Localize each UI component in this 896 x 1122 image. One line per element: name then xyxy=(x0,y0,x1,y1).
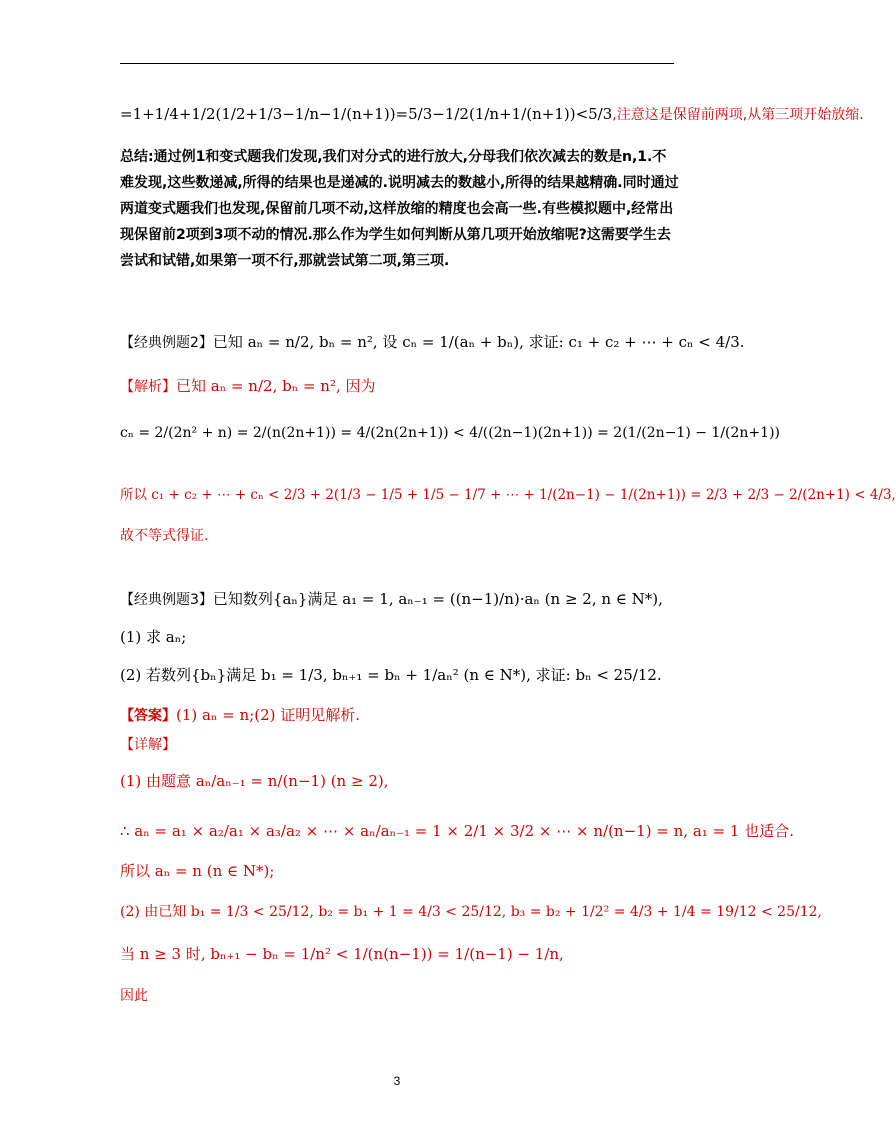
solution-2-tag: 【解析】 xyxy=(120,379,176,395)
header-rule xyxy=(120,63,674,64)
detail-step-6: 因此 xyxy=(120,988,148,1004)
page-number: 3 xyxy=(393,1074,401,1088)
example-3-question-1: (1) 求 aₙ; xyxy=(120,628,187,646)
detail-step-5: 当 n ≥ 3 时, bₙ₊₁ − bₙ = 1/n² < 1/(n(n−1)) = 1/(n−1) − 1/n, xyxy=(120,945,564,963)
example-3-question-2: (2) 若数列{bₙ}满足 b₁ = 1/3, bₙ₊₁ = bₙ + 1/aₙ² (n ∈ N*), 求证: bₙ < 25/12. xyxy=(120,666,662,684)
solution-2-conclusion: 故不等式得证. xyxy=(120,528,209,544)
detail-tag: 【详解】 xyxy=(120,737,176,753)
inequality-expression: =1+1/4+1/2(1/2+1/3−1/n−1/(n+1))=5/3−1/2(1/n+1/(n+1))<5/3 xyxy=(120,105,613,123)
note-red: ,注意这是保留前两项,从第三项开始放缩. xyxy=(612,107,864,123)
detail-step-2: ∴ aₙ = a₁ × a₂/a₁ × a₃/a₂ × ⋯ × aₙ/aₙ₋₁ = 1 × 2/1 × 3/2 × ⋯ × n/(n−1) = n, a₁ = 1 也适合. xyxy=(120,822,794,840)
detail-step-4: (2) 由已知 b₁ = 1/3 < 25/12, b₂ = b₁ + 1 = 4/3 < 25/12, b₃ = b₂ + 1/2² = 4/3 + 1/4 = 19/12 < 25/12, xyxy=(120,904,822,920)
summary-paragraph: 总结:通过例1和变式题我们发现,我们对分式的进行放大,分母我们依次减去的数是n,1.不难发现,这些数递减,所得的结果也是递减的.说明减去的数越小,所得的结果越精确.同时通过两道变式题我们也发现,保留前几项不动,这样放缩的精度也会高一些.有些模拟题中,经常出现保留前2项到3项不动的情况.那么作为学生如何判断从第几项开始放缩呢?这需要学生去尝试和试错,如果第一项不行,那就尝试第二项,第三项. xyxy=(120,149,679,269)
solution-2-text: 已知 aₙ = n/2, bₙ = n², 因为 xyxy=(176,377,376,395)
detail-step-1: (1) 由题意 aₙ/aₙ₋₁ = n/(n−1) (n ≥ 2), xyxy=(120,772,389,790)
example-2-statement xyxy=(120,331,745,352)
answer-line xyxy=(120,704,360,725)
answer-tag: 【答案】 xyxy=(120,708,176,724)
example-3-text: 已知数列{aₙ}满足 a₁ = 1, aₙ₋₁ = ((n−1)/n)·aₙ (n ≥ 2, n ∈ N*), xyxy=(212,590,663,608)
solution-2-equation-1: cₙ = 2/(2n² + n) = 2/(n(2n+1)) = 4/(2n(2n+1)) < 4/((2n−1)(2n+1)) = 2(1/(2n−1) − 1/(2n+1)) xyxy=(120,425,780,441)
solution-2-intro xyxy=(120,375,376,396)
example-2-tag: 【经典例题2】 xyxy=(120,335,213,351)
line-continued-inequality xyxy=(120,104,864,124)
answer-text: (1) aₙ = n;(2) 证明见解析. xyxy=(176,706,361,724)
example-2-text: 已知 aₙ = n/2, bₙ = n², 设 cₙ = 1/(aₙ + bₙ), 求证: c₁ + c₂ + ⋯ + cₙ < 4/3. xyxy=(212,333,745,351)
solution-2-equation-2: 所以 c₁ + c₂ + ⋯ + cₙ < 2/3 + 2(1/3 − 1/5 + 1/5 − 1/7 + ⋯ + 1/(2n−1) − 1/(2n+1)) = 2/3 + 2/3 − 2/(2n+1) < 4/3, xyxy=(120,487,896,503)
example-3-statement xyxy=(120,588,663,609)
example-3-tag: 【经典例题3】 xyxy=(120,592,213,608)
detail-step-3: 所以 aₙ = n (n ∈ N*); xyxy=(120,862,275,880)
